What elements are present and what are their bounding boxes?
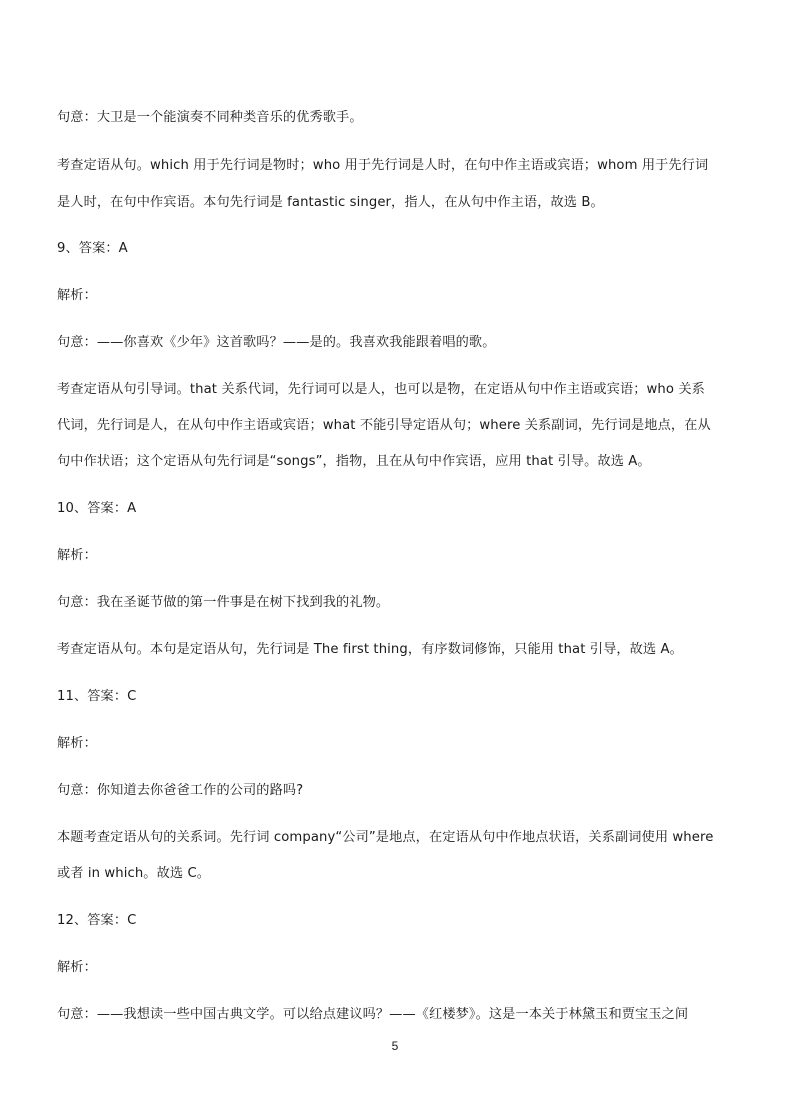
text-line: 考查定语从句。which 用于先行词是物时；who 用于先行词是人时，在句中作主语或宾语；whom 用于先行词 xyxy=(57,158,709,173)
answer-heading: 10、答案：A xyxy=(57,501,137,516)
text-line: 考查定语从句。本句是定语从句，先行词是 The first thing，有序数词修饰，只能用 that 引导，故选 A。 xyxy=(57,642,683,657)
text-line: 句意：大卫是一个能演奏不同种类音乐的优秀歌手。 xyxy=(57,110,363,125)
text-line: 句意：你知道去你爸爸工作的公司的路吗? xyxy=(57,783,304,798)
analysis-heading: 解析： xyxy=(57,960,97,975)
analysis-heading: 解析： xyxy=(57,736,97,751)
text-line: 句意：——我想读一些中国古典文学。可以给点建议吗？——《红楼梦》。这是一本关于林黛玉和贾宝玉之间 xyxy=(57,1007,689,1022)
page-number: 5 xyxy=(391,1039,399,1053)
text-line: 句意：我在圣诞节做的第一件事是在树下找到我的礼物。 xyxy=(57,595,390,610)
text-line: 考查定语从句引导词。that 关系代词，先行词可以是人，也可以是物，在定语从句中作主语或宾语；who 关系 xyxy=(57,382,705,397)
answer-heading: 9、答案：A xyxy=(57,241,128,256)
answer-heading: 11、答案：C xyxy=(57,689,137,704)
text-line: 句意：——你喜欢《少年》这首歌吗？——是的。我喜欢我能跟着唱的歌。 xyxy=(57,335,496,350)
text-line: 或者 in which。故选 C。 xyxy=(57,866,211,881)
answer-heading: 12、答案：C xyxy=(57,913,137,928)
text-line: 代词，先行词是人，在从句中作主语或宾语；what 不能引导定语从句；where 关系副词，先行词是地点，在从 xyxy=(57,418,711,433)
analysis-heading: 解析： xyxy=(57,548,97,563)
text-line: 句中作状语；这个定语从句先行词是“songs”，指物，且在从句中作宾语，应用 that 引导。故选 A。 xyxy=(57,454,651,469)
text-line: 本题考查定语从句的关系词。先行词 company“公司”是地点，在定语从句中作地点状语，关系副词使用 where xyxy=(57,830,714,845)
analysis-heading: 解析： xyxy=(57,288,97,303)
text-line: 是人时，在句中作宾语。本句先行词是 fantastic singer，指人，在从句中作主语，故选 B。 xyxy=(57,195,604,210)
